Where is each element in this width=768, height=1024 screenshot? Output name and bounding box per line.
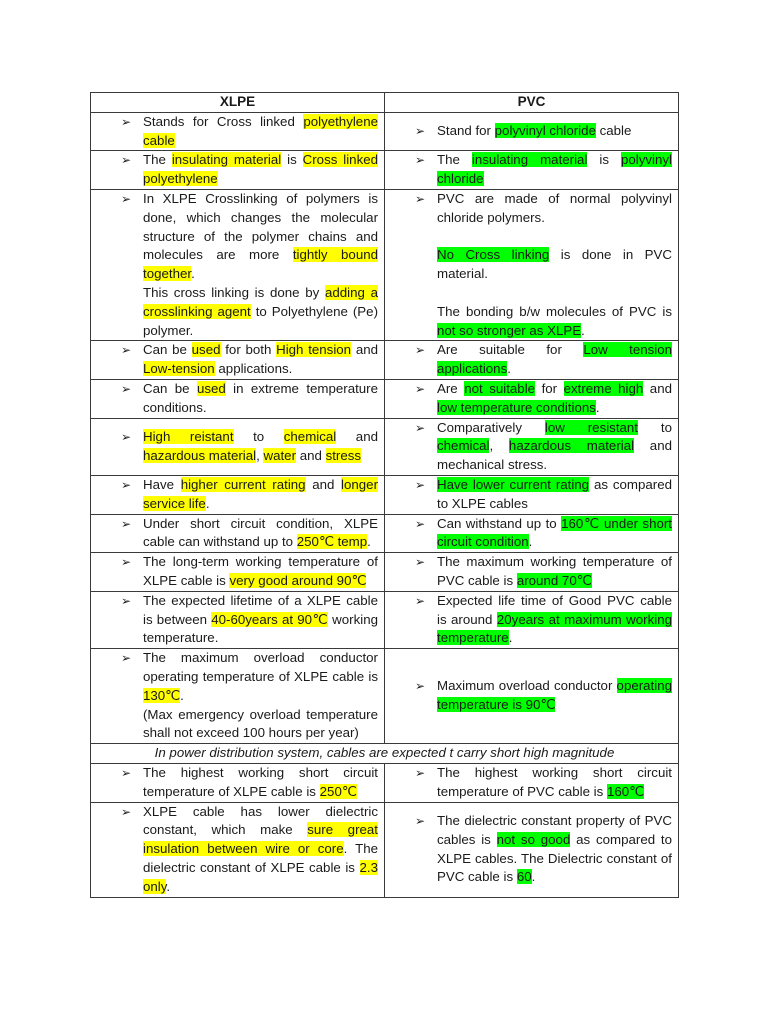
pvc-paragraph (437, 380, 672, 418)
highlighted-text: operating temperature is 90℃ (437, 678, 672, 713)
highlighted-text: low resistant (544, 419, 638, 435)
highlighted-text: higher current rating (180, 476, 306, 492)
pvc-cell (385, 649, 679, 744)
pvc-cell (385, 379, 679, 418)
bullet-arrow-icon: ➢ (121, 429, 132, 444)
highlighted-text: insulating material (171, 152, 282, 168)
highlighted-text: Have lower current rating (437, 476, 590, 492)
highlighted-text: 130℃ (143, 687, 181, 703)
highlighted-text: sure great insulation between wire or core (143, 822, 378, 857)
highlighted-text: 40-60years at 90℃ (211, 611, 328, 627)
highlighted-text: No Cross linking (437, 247, 550, 263)
xlpe-paragraph (143, 113, 378, 151)
table-row (91, 802, 679, 897)
text-run: and (296, 447, 326, 463)
pvc-cell (385, 475, 679, 514)
text-run: and (643, 380, 672, 396)
xlpe-paragraph (143, 190, 378, 284)
pvc-cell (385, 151, 679, 190)
text-run: to Polyethylene (Pe) polymer. (143, 303, 378, 338)
xlpe-cell (91, 379, 385, 418)
highlighted-text: chemical (437, 438, 490, 454)
text-run: The highest working short circuit temperature of PVC cable is (437, 765, 672, 799)
text-run: to (638, 419, 672, 435)
table-row (91, 189, 679, 340)
highlighted-text: 20years at maximum working temperature (437, 611, 672, 646)
table-row (91, 744, 679, 764)
highlighted-text: 160℃ under short circuit condition (437, 515, 672, 550)
pvc-cell (385, 112, 679, 151)
xlpe-paragraph (143, 341, 378, 379)
pvc-paragraph (437, 151, 672, 189)
header-row (91, 93, 679, 113)
text-run: Comparatively (437, 419, 545, 435)
xlpe-paragraph (143, 284, 378, 340)
text-run: The expected lifetime of a XLPE cable is between (143, 592, 378, 627)
xlpe-paragraph (143, 151, 378, 189)
bullet-arrow-icon: ➢ (121, 516, 132, 531)
text-run: The long-term working temperature of XLPE cable is (143, 554, 378, 588)
pvc-cell (385, 553, 679, 592)
pvc-paragraph (437, 677, 672, 715)
bullet-arrow-icon: ➢ (121, 593, 132, 608)
table-row (91, 341, 679, 380)
highlighted-text: not so stronger as XLPE (437, 322, 582, 338)
xlpe-cell (91, 341, 385, 380)
text-run: . (595, 399, 600, 415)
text-run: Expected life time of Good PVC cable is around (437, 592, 672, 627)
text-run: Are (437, 380, 465, 396)
bullet-arrow-icon: ➢ (415, 343, 426, 358)
text-run: is (281, 152, 303, 168)
bullet-arrow-icon: ➢ (121, 804, 132, 819)
text-run: and (336, 428, 378, 444)
text-run: . (508, 630, 513, 646)
pvc-cell (385, 189, 679, 340)
xlpe-cell (91, 591, 385, 648)
text-run: Are suitable for (437, 342, 584, 358)
bullet-arrow-icon: ➢ (415, 477, 426, 492)
text-run: XLPE cable has lower dielectric constant, which make (143, 803, 378, 838)
xlpe-cell (91, 764, 385, 803)
highlighted-text: around 70℃ (516, 572, 592, 588)
table-row (91, 418, 679, 475)
bullet-arrow-icon: ➢ (121, 555, 132, 570)
highlighted-text: 250℃ (319, 783, 357, 799)
text-run: . (205, 495, 210, 511)
xlpe-cell (91, 553, 385, 592)
highlighted-text: stress (325, 447, 362, 463)
text-run: . (507, 361, 511, 377)
text-run: Can withstand up to (437, 515, 562, 531)
pvc-paragraph (437, 246, 672, 284)
bullet-arrow-icon: ➢ (415, 555, 426, 570)
bullet-arrow-icon: ➢ (121, 343, 132, 358)
text-run: The (437, 152, 472, 168)
highlighted-text: extreme high (563, 380, 644, 396)
highlighted-text: 60 (516, 869, 532, 885)
xlpe-cell (91, 514, 385, 553)
text-run: and (351, 342, 378, 358)
text-run: Can be (143, 342, 192, 358)
highlighted-text: hazardous material (508, 438, 635, 454)
note-row-text: In power distribution system, cables are expected t carry short high magnitude (91, 744, 679, 764)
bullet-arrow-icon: ➢ (121, 114, 132, 129)
text-run: The highest working short circuit temperature of XLPE cable is (143, 765, 378, 799)
highlighted-text: 250℃ temp (296, 534, 368, 550)
highlighted-text: High reistant (143, 428, 234, 444)
highlighted-text: water (263, 447, 296, 463)
table-row (91, 112, 679, 151)
bullet-arrow-icon: ➢ (121, 191, 132, 206)
table-row (91, 379, 679, 418)
highlighted-text: 160℃ (606, 783, 645, 799)
highlighted-text: 2.3 only (143, 860, 378, 894)
text-run: The bonding b/w molecules of PVC is (437, 303, 672, 319)
table-row (91, 514, 679, 553)
xlpe-paragraph (143, 592, 378, 648)
bullet-arrow-icon: ➢ (415, 679, 426, 694)
highlighted-text: hazardous material (143, 447, 257, 463)
text-run: in extreme temperature conditions. (143, 380, 379, 415)
text-run: . (581, 322, 585, 338)
text-run: is done in PVC material. (437, 247, 672, 282)
table-row (91, 151, 679, 190)
xlpe-paragraph (143, 476, 378, 514)
table-row (91, 591, 679, 648)
xlpe-cell (91, 649, 385, 744)
pvc-cell (385, 341, 679, 380)
text-run: Maximum overload conductor (437, 678, 617, 694)
text-run: and (305, 476, 342, 492)
text-run: PVC are made of normal polyvinyl chloride polymers. (437, 190, 672, 225)
pvc-paragraph (437, 592, 672, 648)
bullet-arrow-icon: ➢ (415, 516, 426, 531)
text-run: Can be (143, 380, 197, 396)
text-run: is (587, 152, 622, 168)
text-run: , (256, 447, 264, 463)
highlighted-text: insulating material (471, 152, 588, 168)
text-run: for both (220, 342, 277, 358)
text-run: The maximum overload conductor operating temperature of XLPE cable is (143, 650, 378, 684)
pvc-paragraph (437, 122, 672, 141)
table-body (91, 112, 679, 897)
text-run: cable (595, 123, 632, 139)
bullet-arrow-icon: ➢ (415, 381, 426, 396)
highlighted-text: low temperature conditions (437, 399, 596, 415)
highlighted-text: adding a crosslinking agent (143, 284, 378, 319)
pvc-cell (385, 418, 679, 475)
text-run: . (367, 534, 371, 550)
bullet-arrow-icon: ➢ (121, 153, 132, 168)
text-run: and mechanical stress. (437, 438, 672, 473)
pvc-paragraph (437, 476, 672, 514)
xlpe-paragraph (143, 428, 378, 466)
highlighted-text: very good around 90℃ (229, 572, 367, 588)
pvc-cell (385, 802, 679, 897)
text-run: , (489, 438, 509, 454)
xlpe-paragraph (143, 553, 378, 591)
pvc-paragraph (437, 190, 672, 228)
bullet-arrow-icon: ➢ (121, 651, 132, 666)
text-run: for (535, 380, 564, 396)
text-run: Have (143, 476, 181, 492)
text-run: The (143, 152, 172, 168)
pvc-paragraph (437, 812, 672, 887)
pvc-paragraph (437, 764, 672, 802)
xlpe-paragraph (143, 649, 378, 705)
bullet-arrow-icon: ➢ (121, 381, 132, 396)
text-run: Under short circuit condition, XLPE cable can withstand up to (143, 515, 378, 550)
bullet-arrow-icon: ➢ (121, 477, 132, 492)
pvc-paragraph (437, 341, 672, 379)
text-run: to (233, 428, 284, 444)
highlighted-text: longer service life (143, 476, 379, 511)
highlighted-text: Low tension applications (437, 342, 673, 377)
xlpe-cell (91, 475, 385, 514)
bullet-arrow-icon: ➢ (415, 593, 426, 608)
bullet-arrow-icon: ➢ (415, 420, 426, 435)
text-run: This cross linking is done by (143, 284, 325, 300)
pvc-paragraph (437, 303, 672, 341)
xlpe-cell (91, 151, 385, 190)
pvc-cell (385, 764, 679, 803)
table-row (91, 649, 679, 744)
text-run: The maximum working temperature of PVC cable is (437, 554, 672, 588)
bullet-arrow-icon: ➢ (415, 124, 426, 139)
bullet-arrow-icon: ➢ (415, 766, 426, 781)
xlpe-cell (91, 802, 385, 897)
text-run: . (180, 687, 184, 703)
highlighted-text: High tension (276, 342, 352, 358)
highlighted-text: not suitable (464, 380, 536, 396)
xlpe-paragraph (143, 803, 378, 897)
text-run: Stand for (437, 123, 495, 139)
highlighted-text: used (191, 342, 221, 358)
bullet-arrow-icon: ➢ (415, 191, 426, 206)
text-run: . (528, 534, 533, 550)
bullet-arrow-icon: ➢ (121, 766, 132, 781)
highlighted-text: tightly bound together (143, 247, 378, 282)
xlpe-paragraph (143, 515, 378, 553)
text-run: (Max emergency overload temperature shall not exceed 100 hours per year) (143, 706, 378, 741)
xlpe-header: XLPE (91, 93, 385, 113)
text-run: . (531, 869, 536, 885)
bullet-arrow-icon: ➢ (415, 153, 426, 168)
xlpe-cell (91, 112, 385, 151)
highlighted-text: not so good (496, 831, 571, 847)
highlighted-text: Low-tension (143, 361, 215, 377)
text-run: working temperature. (143, 611, 378, 646)
text-run: as compared to XLPE cables. The Dielectric constant of PVC cable is (437, 831, 672, 885)
xlpe-paragraph (143, 380, 378, 418)
text-run: . The dielectric constant of XLPE cable is (143, 841, 378, 876)
text-run: . (191, 266, 195, 282)
text-run: The dielectric constant property of PVC cables is (437, 813, 672, 847)
comparison-table (90, 92, 679, 898)
highlighted-text: polyvinyl chloride (494, 123, 596, 139)
pvc-paragraph (437, 553, 672, 591)
bullet-arrow-icon: ➢ (415, 814, 426, 829)
text-run: as compared to XLPE cables (437, 476, 673, 511)
highlighted-text: chemical (283, 428, 337, 444)
xlpe-paragraph (143, 764, 378, 802)
pvc-header: PVC (385, 93, 679, 113)
table-row (91, 553, 679, 592)
table-row (91, 475, 679, 514)
highlighted-text: polyethylene cable (143, 113, 378, 148)
pvc-cell (385, 514, 679, 553)
xlpe-cell (91, 189, 385, 340)
pvc-cell (385, 591, 679, 648)
pvc-paragraph (437, 515, 672, 553)
text-run: In XLPE Crosslinking of polymers is done, which changes the molecular structure of the polymer chains and molecules are more (143, 190, 378, 263)
highlighted-text: Cross linked polyethylene (143, 152, 379, 187)
text-run: Stands for Cross linked (143, 113, 304, 129)
text-run: . (166, 878, 171, 894)
table-row (91, 764, 679, 803)
xlpe-paragraph (143, 706, 378, 744)
text-run: applications. (214, 361, 293, 377)
pvc-paragraph (437, 419, 672, 475)
highlighted-text: used (196, 380, 226, 396)
highlighted-text: polyvinyl chloride (437, 152, 673, 187)
xlpe-cell (91, 418, 385, 475)
